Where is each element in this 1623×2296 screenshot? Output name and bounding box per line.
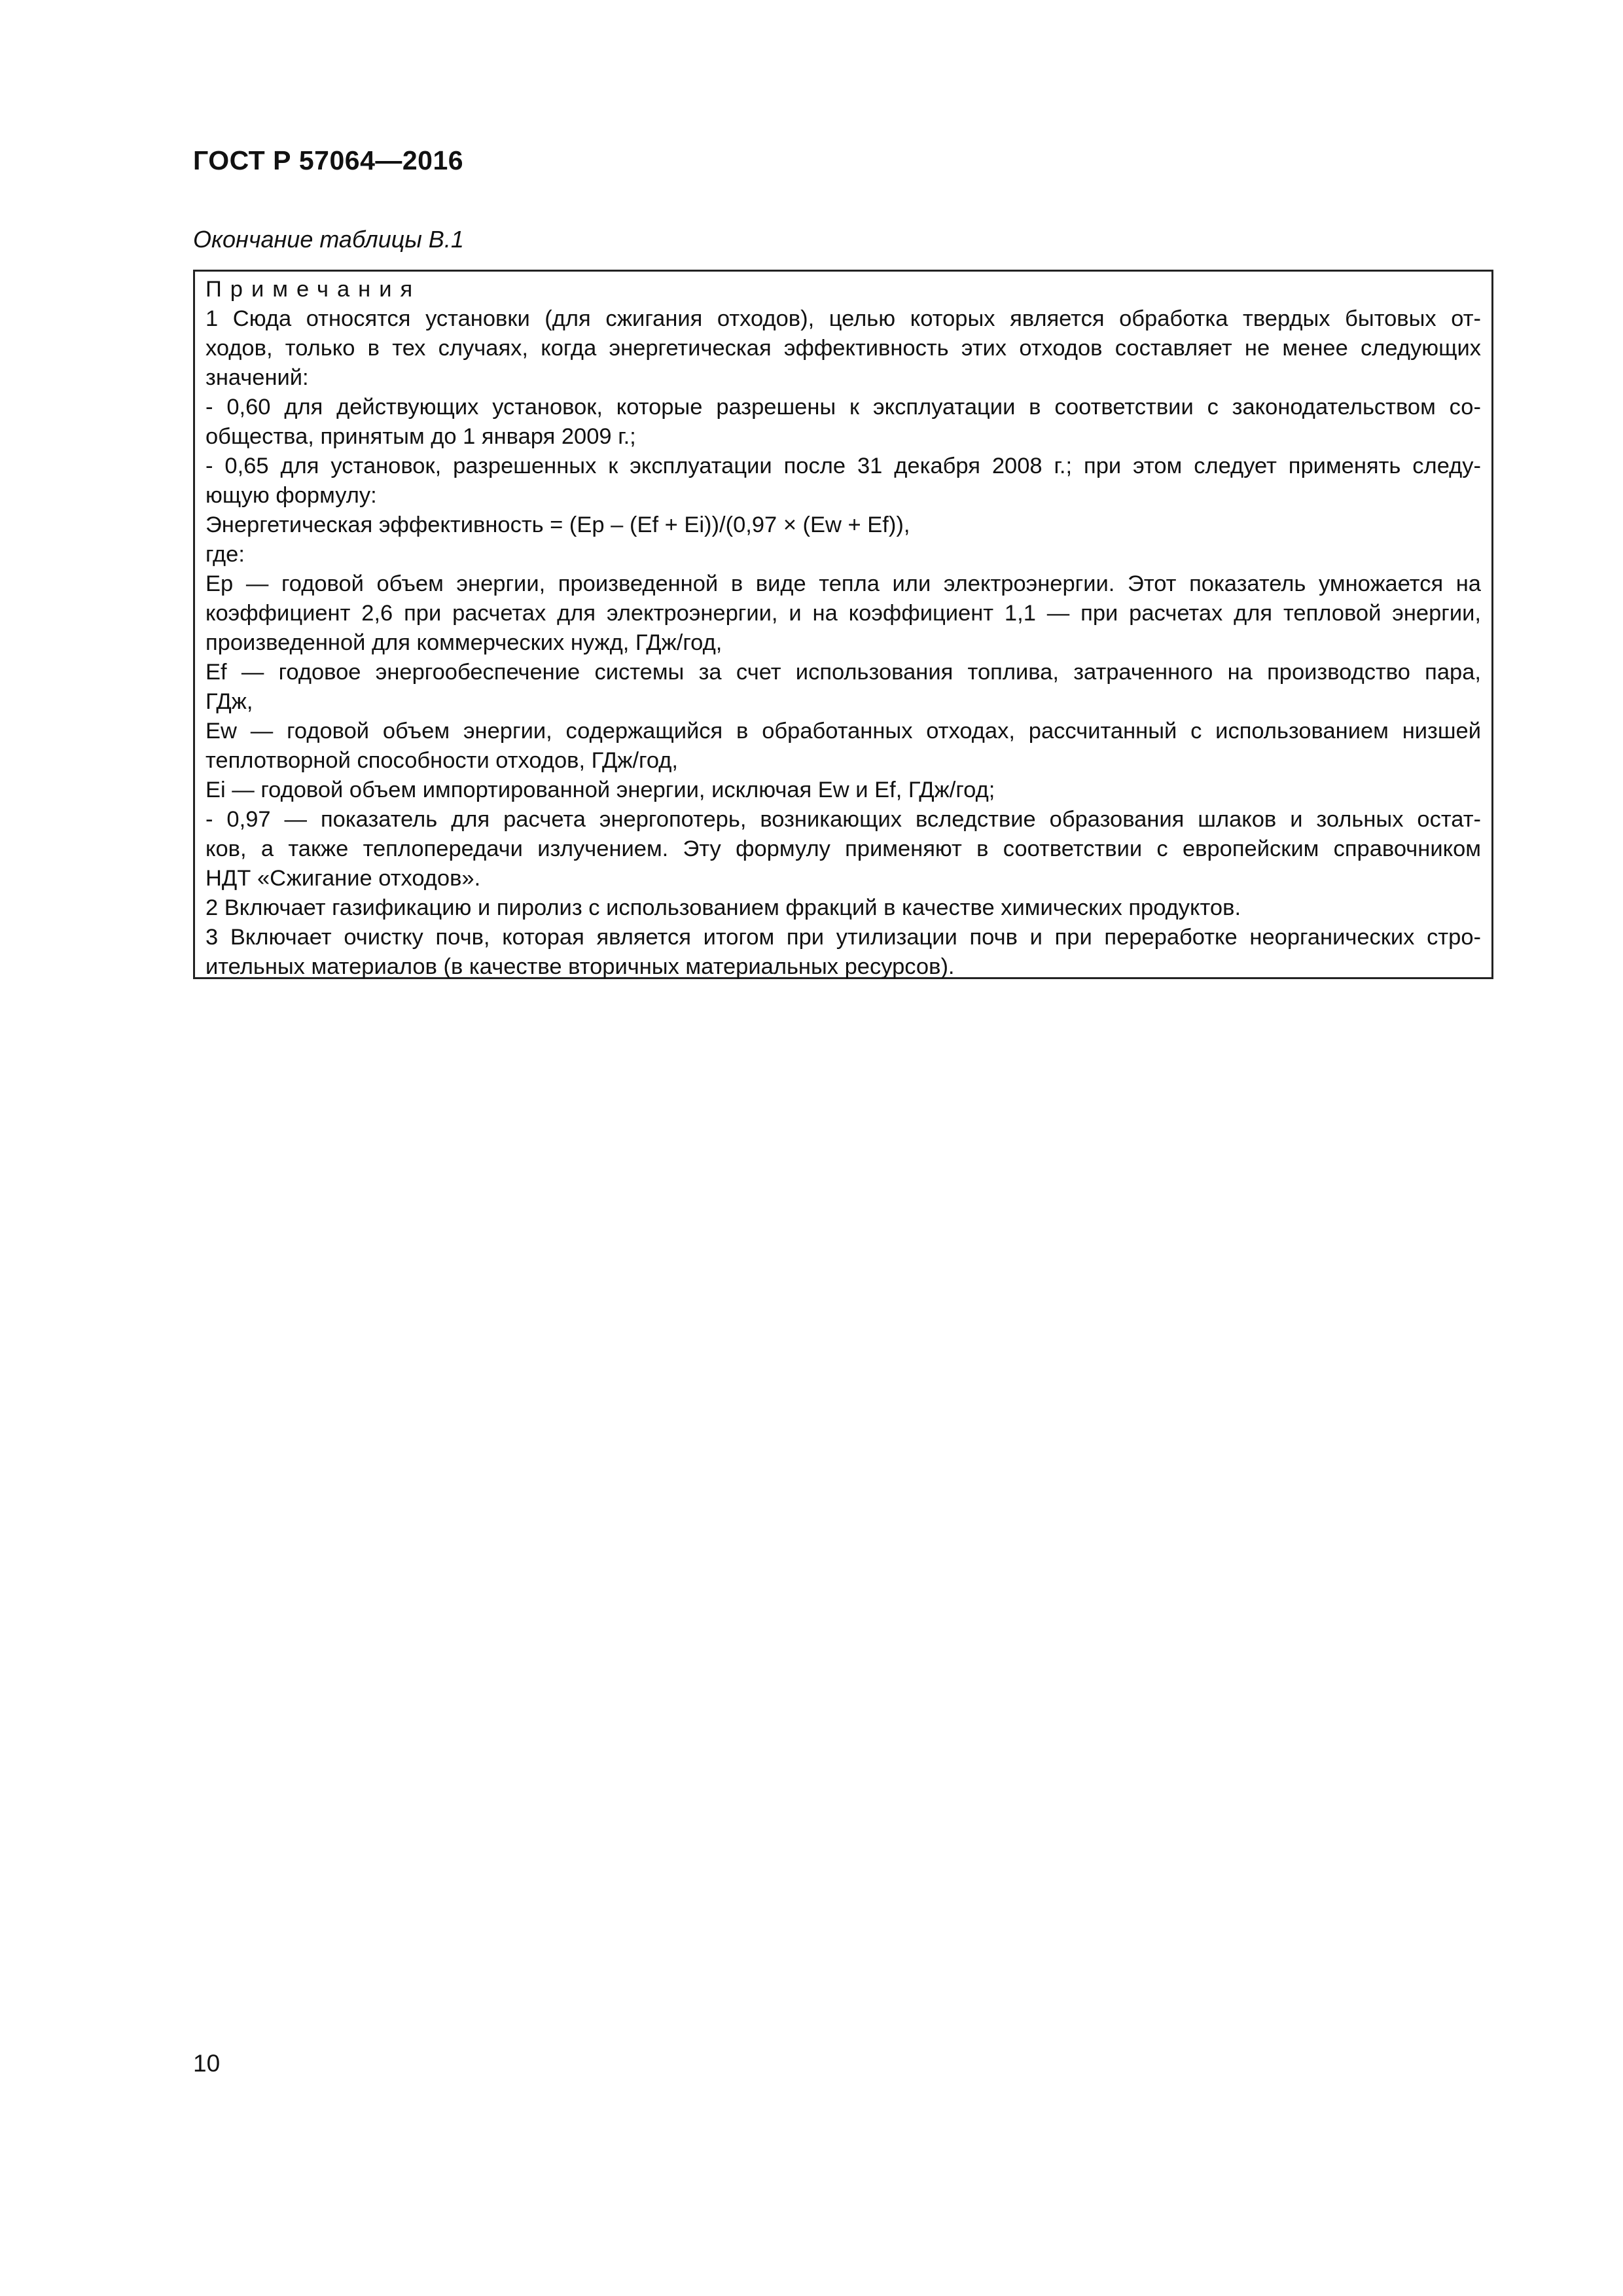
note-line: Ер — годовой объем энергии, произведенной в виде тепла или электроэнергии. Этот показатель умножается на <box>205 571 1481 596</box>
notes-table <box>193 270 1493 979</box>
note-line: - 0,65 для установок, разрешенных к эксплуатации после 31 декабря 2008 г.; при этом следует применять следу- <box>205 454 1481 478</box>
note-line: 1 Сюда относятся установки (для сжигания отходов), целью которых является обработка твердых бытовых от- <box>205 306 1481 331</box>
notes-title: Примечания <box>205 277 421 302</box>
note-line: Энергетическая эффективность = (Ер – (Ef + Ei))/(0,97 × (Ew + Ef)), <box>205 512 910 537</box>
note-line: произведенной для коммерческих нужд, ГДж/год, <box>205 630 722 655</box>
note-line: Ef — годовое энергообеспечение системы за счет использования топлива, затраченного на производство пара, <box>205 660 1481 685</box>
note-line: коэффициент 2,6 при расчетах для электроэнергии, и на коэффициент 1,1 — при расчетах для тепловой энергии, <box>205 601 1481 626</box>
note-line: общества, принятым до 1 января 2009 г.; <box>205 424 636 449</box>
note-line: теплотворной способности отходов, ГДж/год, <box>205 748 679 773</box>
table-caption: Окончание таблицы В.1 <box>193 226 464 253</box>
note-line: ходов, только в тех случаях, когда энергетическая эффективность этих отходов составляет не менее следующих <box>205 336 1481 361</box>
note-line: ГДж, <box>205 689 253 714</box>
note-line: - 0,60 для действующих установок, которые разрешены к эксплуатации в соответствии с законодательством со- <box>205 395 1481 420</box>
note-line: ющую формулу: <box>205 483 377 508</box>
page-number: 10 <box>193 2050 221 2077</box>
note-line: Ew — годовой объем энергии, содержащийся в обработанных отходах, рассчитанный с использованием низшей <box>205 719 1481 744</box>
note-line: где: <box>205 542 245 567</box>
notes-body <box>205 304 1481 982</box>
note-line: 3 Включает очистку почв, которая является итогом при утилизации почв и при переработке неорганических стро- <box>205 925 1481 950</box>
note-line: ительных материалов (в качестве вторичных материальных ресурсов). <box>205 954 955 979</box>
note-line: Ei — годовой объем импортированной энергии, исключая Ew и Ef, ГДж/год; <box>205 778 995 802</box>
note-line: ков, а также теплопередачи излучением. Эту формулу применяют в соответствии с европейским справочником <box>205 836 1481 861</box>
note-line: НДТ «Сжигание отходов». <box>205 866 481 891</box>
note-line: 2 Включает газификацию и пиролиз с использованием фракций в качестве химических продуктов. <box>205 895 1241 920</box>
document-header: ГОСТ Р 57064—2016 <box>193 145 464 175</box>
note-line: значений: <box>205 365 309 390</box>
note-line: - 0,97 — показатель для расчета энергопотерь, возникающих вследствие образования шлаков и зольных остат- <box>205 807 1481 832</box>
